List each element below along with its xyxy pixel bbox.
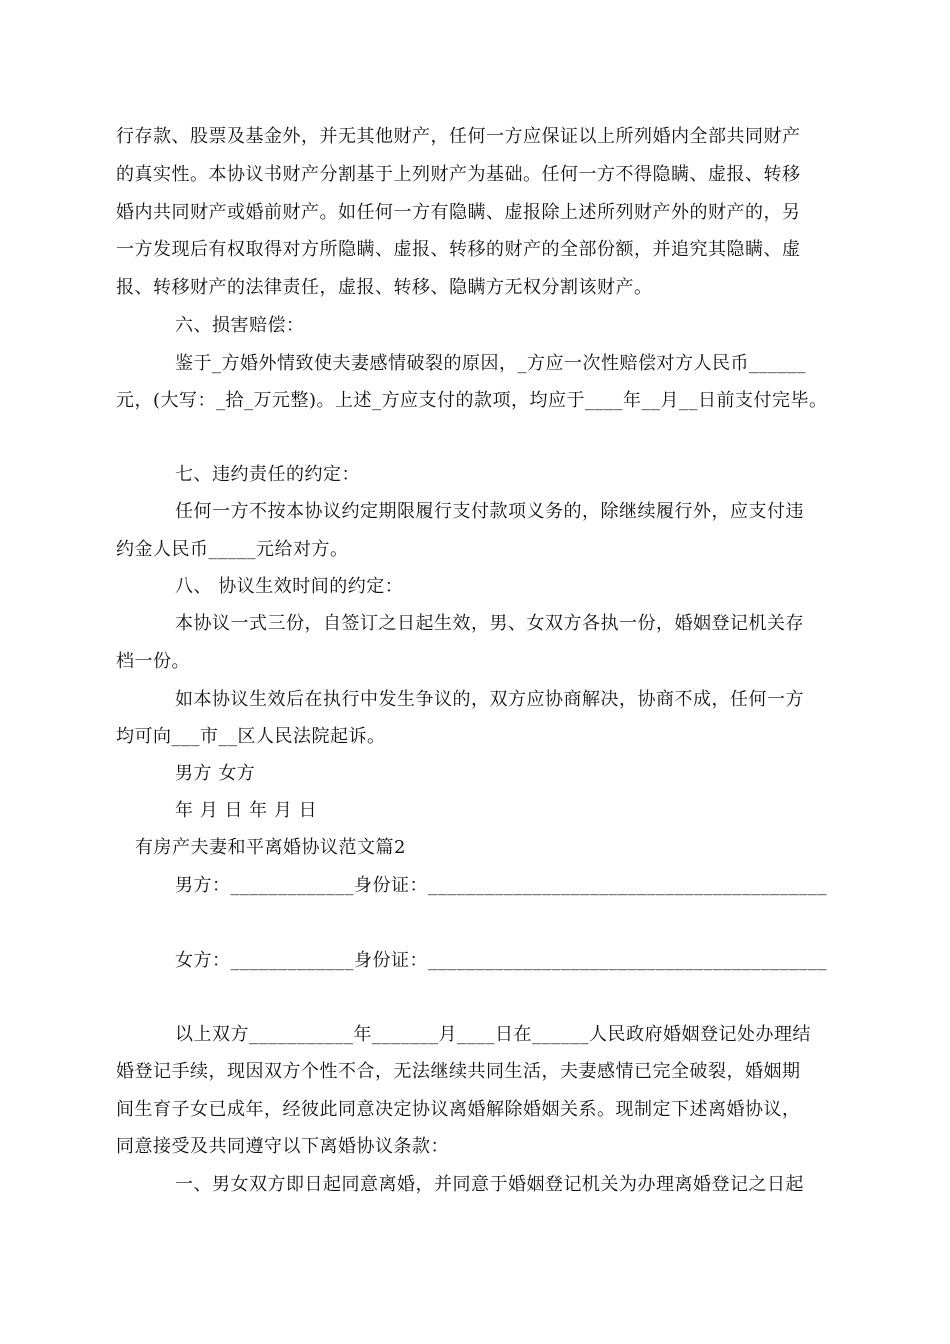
party-line-female: 女方：_____________身份证：__________________________________________ [175,950,827,971]
section-heading: 八、 协议生效时间的约定： [175,576,404,597]
text-line: 元，(大写：_拾_万元整)。上述_方应支付的款项，均应于____年__月__日前支付完毕。 [116,390,828,411]
text-line: 报、转移财产的法律责任，虚报、转移、隐瞒方无权分割该财产。 [116,277,653,298]
text-line: 的真实性。本协议书财产分割基于上列财产为基础。任何一方不得隐瞒、虚报、转移 [116,164,801,185]
party-line-male: 男方：_____________身份证：__________________________________________ [175,875,827,896]
text-line: 间生育子女已成年，经彼此同意决定协议离婚解除婚姻关系。现制定下述离婚协议， [116,1099,801,1120]
text-line: 行存款、股票及基金外，并无其他财产，任何一方应保证以上所列婚内全部共同财产 [116,126,801,147]
section-heading: 六、损害赔偿： [175,315,305,336]
text-line: 以上双方___________年_______月____日在______人民政府婚姻登记处办理结 [175,1024,811,1045]
text-line: 同意接受及共同遵守以下离婚协议条款： [116,1136,449,1157]
text-line: 一方发现后有权取得对方所隐瞒、虚报、转移的财产的全部份额，并追究其隐瞒、虚 [116,239,801,260]
section-heading: 七、违约责任的约定： [175,464,360,485]
text-line: 婚内共同财产或婚前财产。如任何一方有隐瞒、虚报除上述所列财产外的财产的，另 [116,202,801,223]
signature-line: 男方 女方 [175,763,256,784]
text-line: 档一份。 [116,651,190,672]
document-subtitle: 有房产夫妻和平离婚协议范文篇2 [135,837,406,858]
text-line: 鉴于_方婚外情致使夫妻感情破裂的原因，_方应一次性赔偿对方人民币______ [175,353,806,374]
date-line: 年 月 日 年 月 日 [175,800,318,821]
text-line: 本协议一式三份，自签订之日起生效，男、女双方各执一份，婚姻登记机关存 [175,613,804,634]
text-line: 婚登记手续，现因双方个性不合，无法继续共同生活，夫妻感情已完全破裂，婚姻期 [116,1061,801,1082]
text-line: 均可向___市__区人民法院起诉。 [116,726,386,747]
text-line: 一、男女双方即日起同意离婚，并同意于婚姻登记机关为办理离婚登记之日起 [175,1174,804,1195]
text-line: 任何一方不按本协议约定期限履行支付款项义务的，除继续履行外，应支付违 [175,501,804,522]
text-line: 约金人民币_____元给对方。 [116,539,349,560]
text-line: 如本协议生效后在执行中发生争议的，双方应协商解决，协商不成，任何一方 [175,689,804,710]
